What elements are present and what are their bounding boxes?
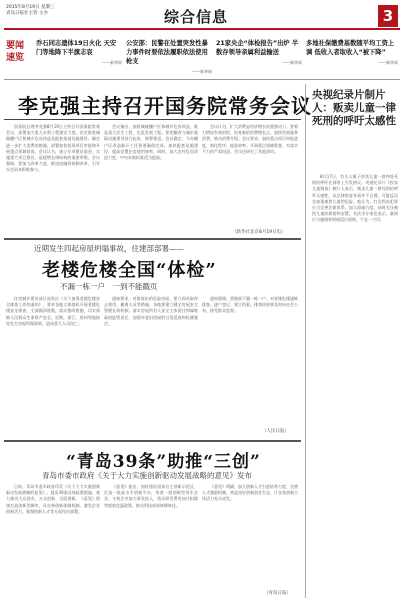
- middle-story-byline: （人民日报）: [262, 429, 289, 434]
- lower-story-text: 《意见》明确，加大创新人才引进培养力度，完善人才激励机制，营造良好创新创业生态，让各类创新主体活力充分迸发。: [202, 484, 298, 502]
- masthead: [4, 2, 400, 30]
- brief-item-title: 乔石同志遗体19日火化 天安门等地降下半旗志哀: [36, 40, 117, 56]
- main-story-text: 会议指出，加快城镇棚户区和城乡危房改造，既是重大民生工程，也是发展工程。要把棚改与城市基础设施建设结合起来，统筹推进。会议确定，今年棚户区改造新开工任务要确保完成，加快配套设施建设，提高安置住房使用效率。同时，加大农村危房改造力度，中央补助标准适当提高。: [104, 124, 198, 161]
- main-headline[interactable]: 李克强主持召开国务院常务会议: [18, 94, 312, 118]
- page-number: 3: [378, 5, 398, 27]
- lower-story-column: [104, 484, 198, 596]
- brief-item-title: 21家央企“体检报告”出炉 半数存领导亲属利益输送: [216, 40, 299, 56]
- brief-tag-line2: 速览: [6, 53, 25, 63]
- divider: [4, 119, 301, 120]
- lower-headline[interactable]: “青岛39条”助推“三创”: [66, 452, 261, 472]
- middle-story-column: [104, 296, 198, 436]
- divider: [4, 440, 301, 442]
- brief-item[interactable]: [306, 39, 398, 67]
- middle-headline[interactable]: 老楼危楼全国“体检”: [42, 260, 217, 281]
- brief-item-source: ——新华网: [282, 60, 302, 65]
- brief-item[interactable]: [216, 39, 302, 67]
- lower-story-column: [6, 484, 100, 596]
- middle-deck: 不漏一栋一户 一到不能戳页: [60, 282, 158, 291]
- lower-story-text: 《意见》提出，加快建设国家自主创新示范区，打造一批高水平创新平台，培育一批创新型领军企业。支持企业加大研发投入，落实研发费用加计扣除等税收优惠政策，推动科技成果转移转化。: [104, 484, 198, 508]
- brief-item-title: 公安部：民警在处置突发性暴力事件时要依法履职依法使用枪支: [126, 40, 208, 65]
- lower-story-byline: （青岛日报）: [264, 591, 291, 596]
- brief-item-source: ——新华网: [378, 60, 398, 65]
- sidebar-text: 8月17日，有关人贩子拐卖儿童一律判处死刑的呼吁在网络上引发热议。央视纪录片《拐卖儿童调查》制片人表示，贩卖儿童一律死刑的呼吁太感性，从法律角度来看并不合理，可能反而会加重被拐儿童的危险。他认为，打击拐卖犯罪应当完善法律体系、加大侦破力度，同时关注被拐儿童的救助和安置。有法学专家也表示，量刑应当遵循罪刑相适应原则，不宜一刀切。: [312, 174, 398, 223]
- sidebar-text-block: [312, 174, 398, 594]
- middle-story-text: 住房城乡建设部日前发出《关于加强老楼危楼安全排查工作的通知》，要求各地立即组织开展老楼危楼安全排查，全面摸清底数，落实整改措施，切实保障人民群众生命财产安全。近期，浙江、贵州等地接连发生房屋坍塌事故，造成重大人员伤亡。: [6, 296, 100, 326]
- brief-tag: [6, 40, 32, 64]
- middle-story-column: [202, 296, 298, 424]
- main-story-column: [6, 124, 100, 234]
- publisher-line: 青岛日报社主管 主办: [6, 11, 48, 16]
- lower-deck: 青岛市委市政府《关于大力实施创新驱动发展战略的意见》发布: [42, 471, 252, 480]
- middle-story-text: 通知要求，对排查出的危险房屋，要立即采取停止使用、撤离人员等措施。各地要建立健全房屋安全管理长效机制，落实房屋所有人安全主体责任和属地政府监管责任，加强对老旧房屋的日常巡查和检测鉴定。: [104, 296, 198, 326]
- main-story-byline: （新华社北京8月19日电）: [232, 230, 286, 235]
- brief-item-title: 多地社保缴费基数随平均工资上调 低收入者取收入“被下降”: [306, 40, 395, 56]
- brief-item[interactable]: [36, 39, 122, 67]
- brief-tag-line1: 要闻: [6, 41, 25, 51]
- main-story-text: 会议认为，扩大消费是经济增长的重要动力。要着力增加有效供给，培育新的消费增长点，加快发展服务消费，推动消费升级。会议要求，加快重点项目审批进度，简化程序，提高效率。开展重点领域督查，对落实不力的严肃问责。会议还研究了其他事项。: [202, 124, 298, 154]
- brief-item-source: ——新华网: [192, 69, 212, 74]
- middle-story-text: 通知强调，要做到不漏一栋一户，对老楼危楼逐栋排查、逐户登记、建立档案。排查结果要及时向社会公布，接受群众监督。: [202, 296, 298, 314]
- main-story-text: 国务院总理李克强8月19日主持召开国务院常务会议，部署加大重大水利工程建设力度，决定推进城镇棚户区和城乡危房改造及配套基础设施建设，确定进一步扩大消费的措施，部署加快投资项目审批和开展重点领域督查。会议认为，建立专项建设基金，实施重大项目建设，是稳增长调结构的重要举措。会议强调，要加大改革力度，推进投融资体制改革，引导社会资本积极参与。: [6, 124, 100, 173]
- issue-date: 2015年8月19日 星期三: [6, 5, 55, 10]
- middle-kicker: 近期发生四起房屋坍塌事故，住建部部署——: [34, 244, 184, 253]
- divider: [4, 238, 301, 240]
- brief-item-source: ——新华网: [102, 60, 122, 65]
- news-brief-strip: [4, 34, 400, 80]
- section-title: 综合信息: [164, 8, 229, 26]
- main-story-column: [202, 124, 298, 228]
- sidebar-headline[interactable]: 央视纪录片制片人：贩卖儿童一律死刑的呼吁太感性: [312, 89, 396, 127]
- lower-story-text: 日前，青岛市委市政府印发《关于大力实施创新驱动发展战略的意见》，提出39条具体政策措施，着力推动大众创业、万众创新、全面创新。《意见》围绕打造创新型城市，从完善创新体制机制、激发企业创新活力、集聚创新人才等方面作出部署。: [6, 484, 100, 514]
- sidebar-column: [305, 84, 400, 598]
- brief-item[interactable]: [126, 39, 212, 76]
- lower-story-column: [202, 484, 298, 588]
- masthead-meta: [6, 5, 126, 17]
- main-story-column: [104, 124, 198, 234]
- middle-story-column: [6, 296, 100, 436]
